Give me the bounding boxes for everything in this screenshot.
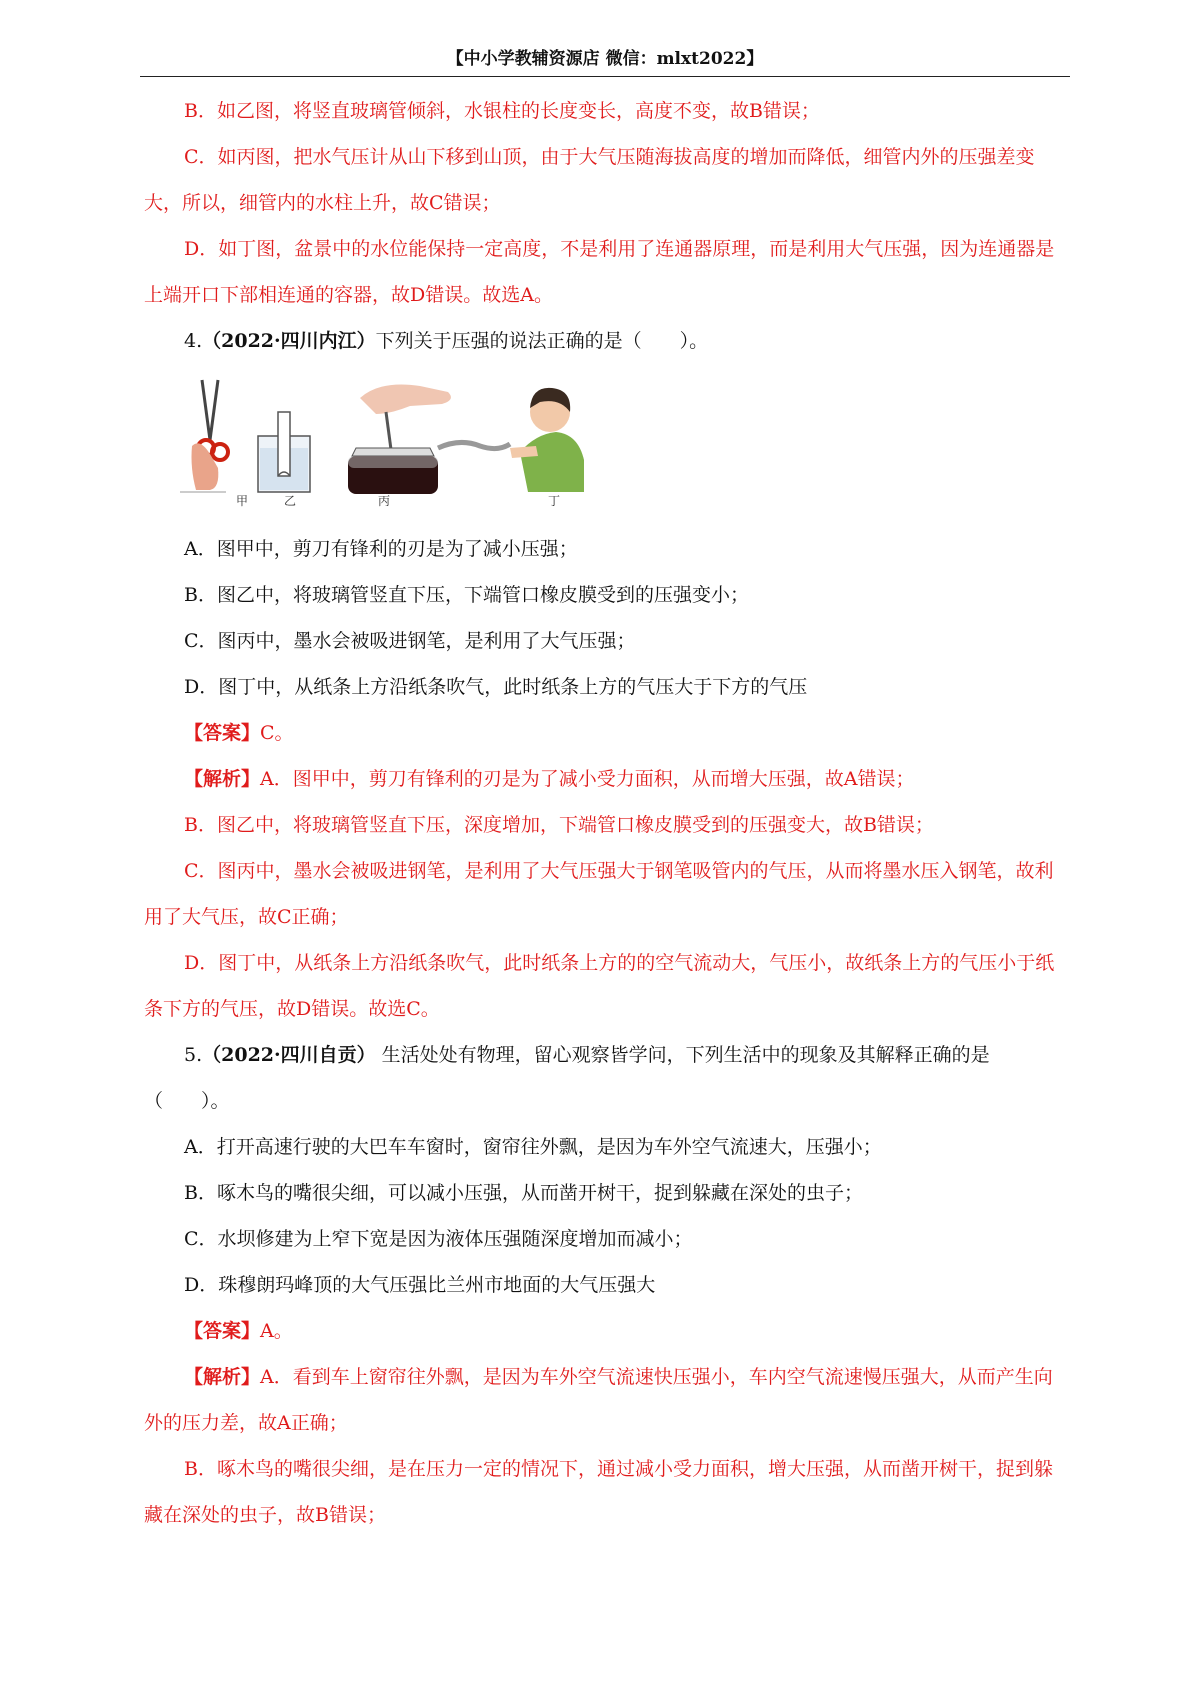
question-5-answer [144,1308,1064,1354]
question-4-stem [144,318,1064,364]
figure-strip [180,368,740,526]
analysis-label: 【解析】 [184,768,261,790]
figure-label-bing: 丙 [378,494,391,508]
answer-value: A。 [260,1320,293,1342]
answer-value: C。 [260,722,294,744]
question-4-analysis-a [144,756,1064,802]
question-5-option-d: D．珠穆朗玛峰顶的大气压强比兰州市地面的大气压强大 [184,1274,656,1296]
ink-bottle-figure [348,385,451,495]
question-4-option-a: A．图甲中，剪刀有锋利的刃是为了减小压强； [184,538,578,560]
question-4-option-c: C．图丙中，墨水会被吸进钢笔，是利用了大气压强； [184,630,636,652]
answer-label: 【答案】 [184,722,261,744]
question-number: 4. [184,330,203,352]
document-body [144,88,1064,1538]
question-4-figures [144,368,1064,526]
question-text: 下列关于压强的说法正确的是（ ）。 [375,330,709,352]
question-5-analysis-b: B．啄木鸟的嘴很尖细，是在压力一定的情况下，通过减小受力面积，增大压强，从而凿开树干，捉到躲藏在深处的虫子，故B错误； [144,1458,1053,1526]
question-4-option-d: D．图丁中，从纸条上方沿纸条吹气，此时纸条上方的气压大于下方的气压 [184,676,808,698]
analysis-text: A．图甲中，剪刀有锋利的刃是为了减小受力面积，从而增大压强，故A错误； [260,768,915,790]
page-header: 【中小学教辅资源店 微信：mlxt2022】 [446,49,764,69]
question-5-option-a: A．打开高速行驶的大巴车车窗时，窗帘往外飘，是因为车外空气流速大，压强小； [184,1136,882,1158]
header-divider [140,76,1070,77]
prev-analysis-c: C．如丙图，把水气压计从山下移到山顶，由于大气压随海拔高度的增加而降低，细管内外的压强差变大，所以，细管内的水柱上升，故C错误； [144,146,1035,214]
question-5-analysis-a [144,1354,1064,1446]
analysis-text: A．看到车上窗帘往外飘，是因为车外空气流速快压强小，车内空气流速慢压强大，从而产生向外的压力差，故A正确； [144,1366,1053,1434]
question-text: 生活处处有物理，留心观察皆学问，下列生活中的现象及其解释正确的是（ ）。 [144,1044,990,1112]
answer-label: 【答案】 [184,1320,261,1342]
question-source-tag: （2022·四川内江） [202,330,376,352]
scissors-figure [180,380,228,492]
figure-label-jia: 甲 [236,494,249,508]
analysis-label: 【解析】 [184,1366,261,1388]
beaker-figure [258,412,310,492]
boy-blowing-figure [438,388,584,492]
question-4-analysis-c: C．图丙中，墨水会被吸进钢笔，是利用了大气压强大于钢笔吸管内的气压，从而将墨水压入钢笔，故利用了大气压，故C正确； [144,860,1054,928]
prev-analysis-b: B．如乙图，将竖直玻璃管倾斜，水银柱的长度变长，高度不变，故B错误； [184,100,820,122]
question-number: 5. [184,1044,203,1066]
question-source-tag: （2022·四川自贡） [202,1044,376,1066]
question-4-analysis-b: B．图乙中，将玻璃管竖直下压，深度增加，下端管口橡皮膜受到的压强变大，故B错误； [184,814,934,836]
prev-analysis-d: D．如丁图，盆景中的水位能保持一定高度，不是利用了连通器原理，而是利用大气压强，因为连通器是上端开口下部相连通的容器，故D错误。故选A。 [144,238,1055,306]
question-5-option-b: B．啄木鸟的嘴很尖细，可以减小压强，从而凿开树干，捉到躲藏在深处的虫子； [184,1182,863,1204]
figure-label-ding: 丁 [548,494,561,508]
question-4-answer [144,710,1064,756]
question-5-stem [144,1032,1064,1124]
question-5-option-c: C．水坝修建为上窄下宽是因为液体压强随深度增加而减小； [184,1228,693,1250]
question-4-analysis-d: D．图丁中，从纸条上方沿纸条吹气，此时纸条上方的的空气流动大，气压小，故纸条上方的气压小于纸条下方的气压，故D错误。故选C。 [144,952,1055,1020]
question-4-option-b: B．图乙中，将玻璃管竖直下压，下端管口橡皮膜受到的压强变小； [184,584,749,606]
figure-label-yi: 乙 [284,494,297,508]
